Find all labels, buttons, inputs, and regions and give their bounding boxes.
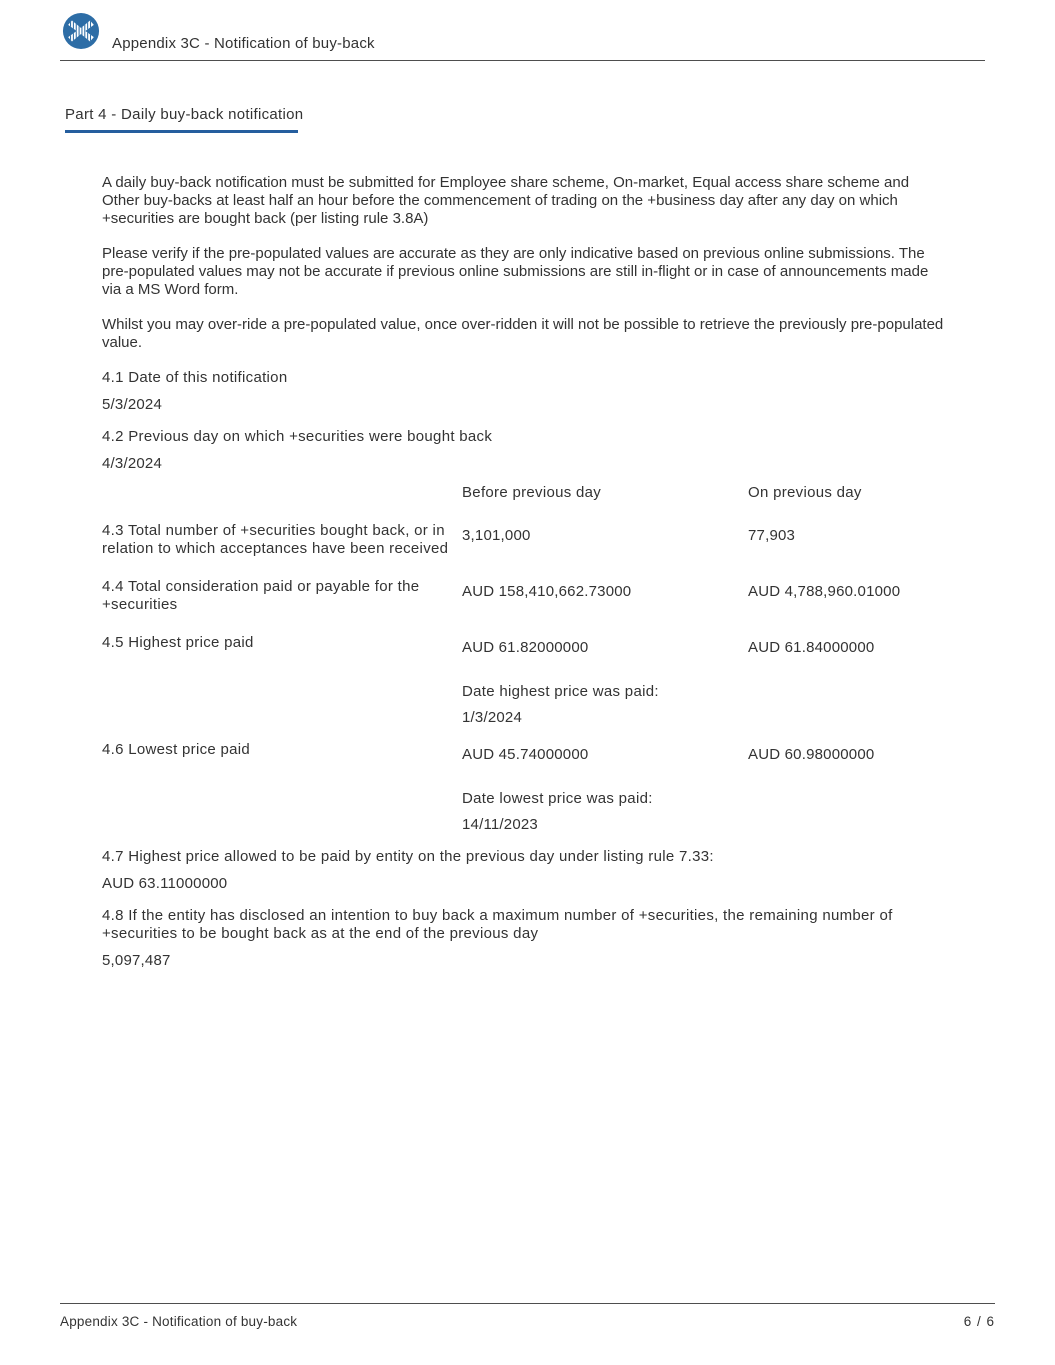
document-footer xyxy=(60,1303,995,1329)
table-row-4-6 xyxy=(102,741,950,834)
part-heading-underline xyxy=(65,130,298,133)
row-4-4-before-value: AUD 158,410,662.73000 xyxy=(462,583,632,600)
row-4-6-on-value: AUD 60.98000000 xyxy=(748,746,875,763)
part-heading: Part 4 - Daily buy-back notification xyxy=(65,106,304,123)
field-4-7-label: 4.7 Highest price allowed to be paid by entity on the previous day under listing rule 7.33: xyxy=(102,848,714,865)
field-4-2 xyxy=(102,428,950,473)
table-header-spacer xyxy=(102,484,462,502)
table-row-4-3 xyxy=(102,522,950,558)
content xyxy=(102,174,950,970)
field-4-1 xyxy=(102,369,950,414)
field-4-2-value: 4/3/2024 xyxy=(102,455,162,472)
table-row-4-5 xyxy=(102,634,950,727)
intro-paragraph-3: Whilst you may over-ride a pre-populated value, once over-ridden it will not be possible to retrieve the previously pre-populated value. xyxy=(102,316,944,351)
buyback-comparison-table xyxy=(102,484,950,834)
row-4-6-before-value: AUD 45.74000000 xyxy=(462,746,589,763)
footer-title: Appendix 3C - Notification of buy-back xyxy=(60,1314,298,1329)
asx-logo-icon xyxy=(62,12,100,50)
row-4-5-label: 4.5 Highest price paid xyxy=(102,634,254,651)
table-row-4-4 xyxy=(102,578,950,614)
row-4-4-on-value: AUD 4,788,960.01000 xyxy=(748,583,901,600)
row-4-5-date-caption: Date highest price was paid: xyxy=(462,683,659,700)
column-header-before-previous-day: Before previous day xyxy=(462,484,602,501)
row-4-5-before-cell xyxy=(462,634,748,727)
header-divider xyxy=(60,60,985,61)
row-4-3-label: 4.3 Total number of +securities bought back, or in relation to which acceptances have been received xyxy=(102,522,449,557)
table-header-row xyxy=(102,484,950,502)
page-number: 6 / 6 xyxy=(963,1314,995,1329)
field-4-1-label: 4.1 Date of this notification xyxy=(102,369,288,386)
document-title: Appendix 3C - Notification of buy-back xyxy=(112,35,375,52)
row-4-6-date-value: 14/11/2023 xyxy=(462,816,538,833)
footer-row xyxy=(60,1304,995,1329)
document-header xyxy=(0,0,1055,60)
row-4-5-before-value: AUD 61.82000000 xyxy=(462,639,589,656)
row-4-3-on-value: 77,903 xyxy=(748,527,796,544)
field-4-2-label: 4.2 Previous day on which +securities were bought back xyxy=(102,428,493,445)
field-4-1-value: 5/3/2024 xyxy=(102,396,162,413)
field-4-8-value: 5,097,487 xyxy=(102,952,171,969)
column-header-on-previous-day: On previous day xyxy=(748,484,862,501)
field-4-7 xyxy=(102,848,950,893)
intro-paragraph-1: A daily buy-back notification must be submitted for Employee share scheme, On-market, Equal access share scheme and Other buy-backs at least half an hour before the commencement of trading on the +business day after any day on which +securities are bought back (per listing rule 3.8A) xyxy=(102,174,910,227)
row-4-3-before-value: 3,101,000 xyxy=(462,527,531,544)
row-4-4-label: 4.4 Total consideration paid or payable for the +securities xyxy=(102,578,420,613)
row-4-5-on-value: AUD 61.84000000 xyxy=(748,639,875,656)
row-4-5-date-value: 1/3/2024 xyxy=(462,709,522,726)
field-4-8 xyxy=(102,907,950,970)
intro-paragraph-2: Please verify if the pre-populated values are accurate as they are only indicative based on previous online submissions. The pre-populated values may not be accurate if previous online submissions are still in-flight or in case of announcements made via a MS Word form. xyxy=(102,245,929,298)
row-4-6-date-caption: Date lowest price was paid: xyxy=(462,790,653,807)
row-4-6-before-cell xyxy=(462,741,748,834)
field-4-7-value: AUD 63.11000000 xyxy=(102,875,228,892)
row-4-6-label: 4.6 Lowest price paid xyxy=(102,741,251,758)
field-4-8-label: 4.8 If the entity has disclosed an intention to buy back a maximum number of +securities, the remaining number of +securities to be bought back as at the end of the previous day xyxy=(102,907,893,942)
